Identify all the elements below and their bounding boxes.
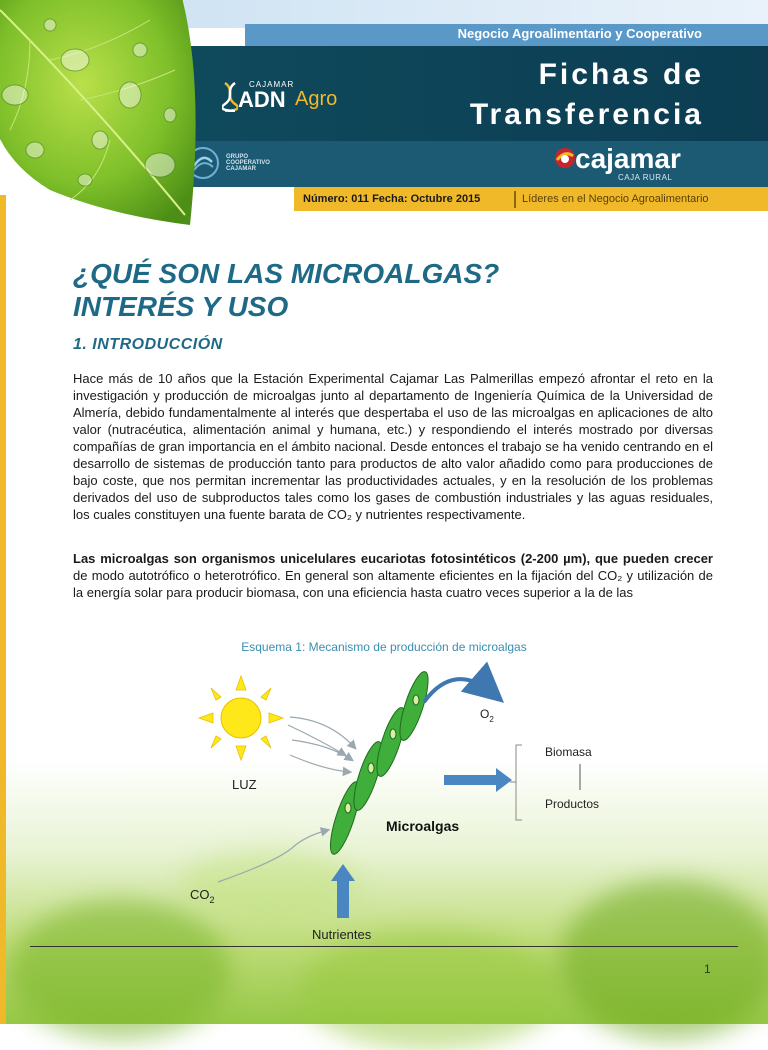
document-title-line1: ¿QUÉ SON LAS MICROALGAS? <box>73 258 500 289</box>
co2-arrow <box>218 830 328 882</box>
nutrientes-label: Nutrientes <box>312 927 372 942</box>
header-title-line2: Transferencia <box>469 98 704 131</box>
grupo-line: COOPERATIVO <box>226 160 270 166</box>
issue-separator <box>514 191 516 208</box>
biomasa-label: Biomasa <box>545 745 592 759</box>
footer-rule <box>30 946 738 947</box>
microalgae-diagram <box>0 660 768 950</box>
document-title-line2: INTERÉS Y USO <box>73 291 289 322</box>
brand-adn: ADN <box>238 87 286 112</box>
leaf-image <box>0 0 205 230</box>
brand-small: CAJAMAR <box>249 80 295 89</box>
biomass-arrow <box>444 768 512 792</box>
light-rays <box>288 717 355 772</box>
co2-label <box>190 887 215 905</box>
cajamar-part1: caja <box>575 143 630 174</box>
productos-label: Productos <box>545 797 600 811</box>
header-title-line1: Fichas de <box>538 58 704 91</box>
tagline: Líderes en el Negocio Agroalimentario <box>522 193 709 205</box>
luz-label: LUZ <box>232 777 257 792</box>
output-bracket <box>510 745 522 820</box>
microalgas-label: Microalgas <box>386 818 460 834</box>
caja-rural-label: CAJA RURAL <box>618 173 673 182</box>
issue-info: Número: 011 Fecha: Octubre 2015 <box>303 193 481 205</box>
grupo-line: GRUPO <box>226 154 249 160</box>
oxygen-arrow <box>424 679 495 702</box>
cajamar-swirl-icon <box>553 146 577 170</box>
dna-icon <box>222 82 238 112</box>
cajamar-part2: mar <box>629 143 681 174</box>
co2-subscript: 2 <box>209 895 215 905</box>
paragraph-rest: de modo autotrófico o heterotrófico. En general son altamente eficientes en la fijación del CO₂ y utilización de la energía solar para producir biomasa, con una eficiencia hasta cuatro veces superior a la de las <box>73 568 713 600</box>
brand-agro: Agro <box>295 88 338 110</box>
page-number: 1 <box>704 962 711 976</box>
o2-label <box>480 707 494 724</box>
o2-subscript: 2 <box>489 715 494 724</box>
sun-icon <box>199 676 283 760</box>
co2-text: CO <box>190 887 210 902</box>
document-title <box>73 257 713 323</box>
paragraph-intro: Hace más de 10 años que la Estación Experimental Cajamar Las Palmerillas empezó afrontar el reto en la investigación y producción de microalgas junto al departamento de Ingeniería Química de la Universidad de Almería, debido fundamentalmente al interés que despertaba el uso de las microalgas en aplicaciones de alto valor (nutracéutica, alimentación animal y humana, etc.) y respondiendo el interés mostrado por diversas compañías de gran importancia en el ámbito nacional. Desde entonces el trabajo se ha venido centrando en el desarrollo de sistemas de producción tanto para productos de alto valor añadido como para producciones de bajo coste, que nos permitan incrementar las productividades actuales, y en la resolución de los problemas derivados del uso de subproductos tales como los gases de combustión industriales y las aguas residuales, los cuales constituyen una fuente barata de CO₂ y nutrientes respectivamente. <box>73 371 713 522</box>
nutrients-arrow <box>331 864 355 918</box>
paragraph-microalgas <box>73 550 713 601</box>
cajamar-brand <box>575 143 681 175</box>
grupo-line: CAJAMAR <box>226 166 256 172</box>
diagram-caption: Esquema 1: Mecanismo de producción de microalgas <box>241 640 527 654</box>
section-heading: 1. INTRODUCCIÓN <box>73 336 223 353</box>
paragraph-bold-lead: Las microalgas son organismos unicelulares eucariotas fotosintéticos (2-200 µm), que pueden crecer <box>73 551 713 566</box>
o2-text: O <box>480 707 490 721</box>
header-top-text: Negocio Agroalimentario y Cooperativo <box>457 26 702 41</box>
grupo-cooperativo-text <box>226 154 270 172</box>
